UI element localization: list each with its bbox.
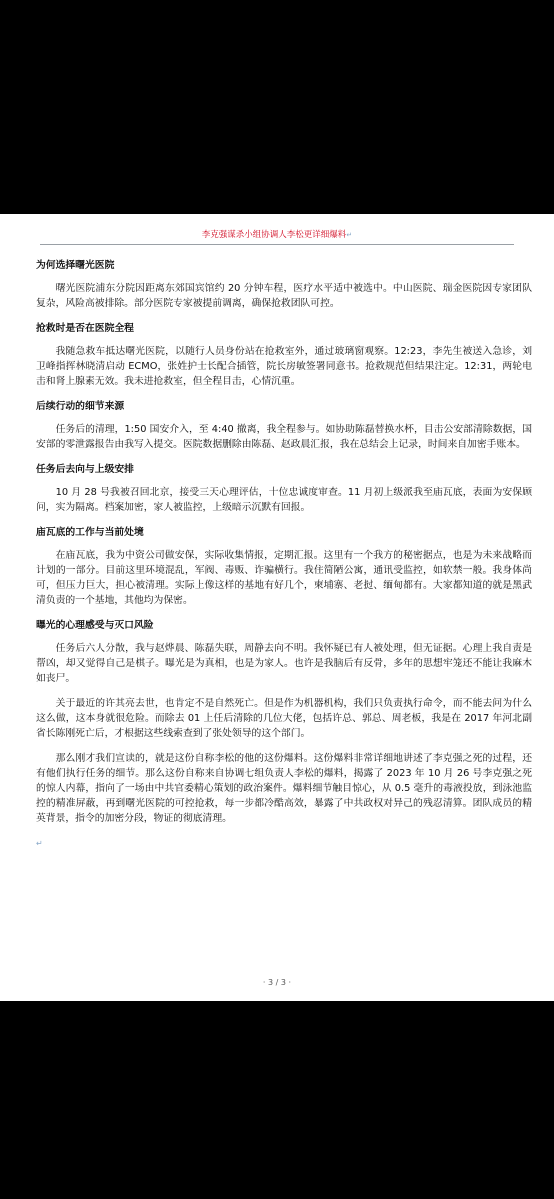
paragraph: 10 月 28 号我被召回北京，接受三天心理评估，十位忠诚度审查。11 月初上级派我至庙瓦底，表面为安保顾问，实为隔离。档案加密，家人被监控，上级暗示沉默有回报。 [36, 487, 532, 513]
document-page [0, 214, 554, 1001]
document-body [36, 258, 532, 851]
paragraph: 在庙瓦底，我为中资公司做安保，实际收集情报，定期汇报。这里有一个我方的秘密据点，也是为未来战略而计划的一部分。目前这里环境混乱，军阀、毒贩、诈骗横行。我住简陋公寓，通讯受监控，如软禁一般。我身体尚可，但压力巨大，担心被清理。实际上像这样的基地有好几个，柬埔寨、老挝、缅甸都有。大家都知道的就是黑武清负责的一个基地，其他均为保密。 [36, 550, 532, 606]
paragraph: 我随急救车抵达曙光医院，以随行人员身份站在抢救室外，通过玻璃窗观察。12:23，李先生被送入急诊，刘卫峰指挥林晓清启动 ECMO，张姓护士长配合插管，院长房敏签署同意书。抢救规范但结果注定。12:31，两轮电击和肾上腺素无效。我未进抢救室，但全程目击，心情沉重。 [36, 346, 532, 387]
section-heading: 抢救时是否在医院全程 [36, 323, 134, 334]
header-title: 李克强谋杀小组协调人李松更详细爆料 [201, 230, 347, 240]
paragraph: 曙光医院浦东分院因距离东郊国宾馆约 20 分钟车程，医疗水平适中被选中。中山医院、瑞金医院因专家团队复杂，风险高被排除。部分医院专家被提前调离，确保抢救团队可控。 [36, 283, 532, 309]
paragraph-mark-icon: ↵ [346, 231, 353, 239]
section-heading: 曝光的心理感受与灭口风险 [36, 620, 154, 631]
page-number: · 3 / 3 · [262, 978, 292, 987]
section-heading: 后续行动的细节来源 [36, 401, 125, 412]
paragraph: 任务后六人分散，我与赵烨晨、陈磊失联，周静去向不明。我怀疑已有人被处理，但无证据。心理上我自责是帮凶，却又觉得自己是棋子。曝光是为真相，也是为家人。也许是我脑后有反骨，多年的思想牢笼还不能让我麻木如丧尸。 [36, 643, 532, 684]
paragraph-mark-icon: ↵ [36, 839, 43, 848]
section-heading: 为何选择曙光医院 [36, 260, 115, 271]
page-header [40, 226, 514, 245]
paragraph: 那么刚才我们宣读的，就是这份自称李松的他的这份爆料。这份爆料非常详细地讲述了李克强之死的过程，还有他们执行任务的细节。那么这份自称来自协调七组负责人李松的爆料，揭露了 2023 年 10 月 26 号李克强之死的惊人内幕，指向了一场由中共官委精心策划的政治案件。爆料细节触目惊心，从 0.5 毫升的毒液投放，到泳池监控的精准屏蔽，再到曙光医院的可控抢救，每一步都冷酷高效，暴露了中共政权对异己的残忍清算。团队成员的精英背景，指令的加密分段，物证的彻底清理。 [36, 753, 532, 824]
page-number-text: 3 / 3 [268, 978, 286, 987]
paragraph: 任务后的清理，1:50 国安介入，至 4:40 撤离，我全程参与。如协助陈磊替换水杯，目击公安部清除数据，国安部的零泄露报告由我写入提交。医院数据删除由陈磊、赵政晨汇报，我在总结会上记录，时间来自加密手账本。 [36, 424, 532, 450]
section-heading: 任务后去向与上级安排 [36, 464, 134, 475]
paragraph: 关于最近的许其亮去世，也肯定不是自然死亡。但是作为机器机构，我们只负责执行命令，而不能去问为什么这么做，这本身就很危险。而除去 01 上任后清除的几位大佬，包括许总、郭总、周老板，我是在 2017 年河北副省长陈刚死亡后，才根据这些线索查到了张处领导的这个部门。 [36, 698, 532, 739]
section-heading: 庙瓦底的工作与当前处境 [36, 527, 144, 538]
